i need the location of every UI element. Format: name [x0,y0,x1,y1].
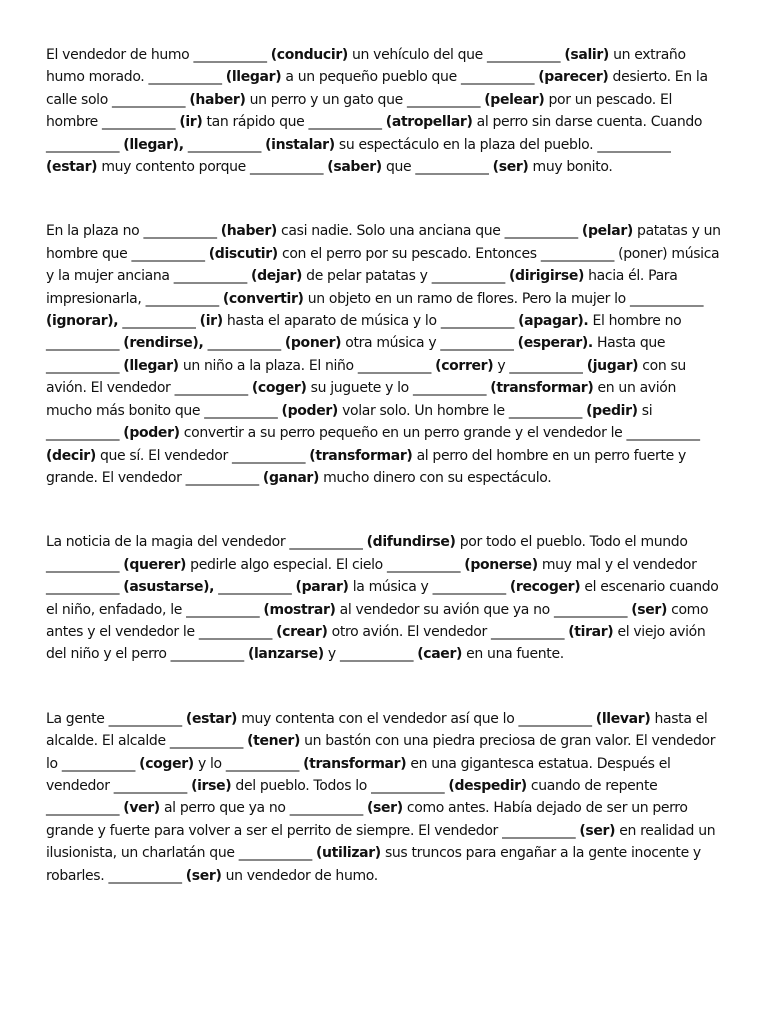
story-text: un vendedor de humo. [225,867,378,884]
verb-hint: (despedir) [448,777,527,794]
story-text: y [327,646,336,663]
verb-hint: (lanzarse) [247,646,324,663]
verb-hint: (instalar) [265,136,335,153]
verb-hint: (salir) [564,47,609,63]
verb-hint: (irse) [191,777,232,794]
story-text: otra música y [345,335,437,352]
story-text: El vendedor de humo [46,47,190,63]
answer-blank[interactable]: ___________ [143,223,217,240]
story-text: del pueblo. Todos lo [235,777,368,794]
answer-blank[interactable]: ___________ [415,159,489,176]
answer-blank[interactable]: ___________ [187,136,261,153]
answer-blank[interactable]: ___________ [490,623,565,640]
story-text: un objeto en un ramo de flores. Pero la mujer lo [307,290,626,307]
verb-hint: (llegar) [225,69,282,86]
answer-blank[interactable]: ___________ [46,579,120,596]
answer-blank[interactable]: ___________ [626,425,700,442]
story-text: cuando de repente [530,777,658,794]
answer-blank[interactable]: ___________ [232,447,306,464]
verb-hint: (haber) [220,223,277,240]
answer-blank[interactable]: ___________ [169,733,243,750]
story-text: al vendedor su avión que ya no [339,601,550,618]
verb-hint: (caer) [417,646,463,663]
story-text: y lo [197,755,222,772]
answer-blank[interactable]: ___________ [518,710,592,727]
verb-hint: (transformar) [303,755,407,772]
paragraph-4 [46,708,724,887]
answer-blank[interactable]: ___________ [113,777,187,794]
answer-blank[interactable]: ___________ [46,425,120,442]
verb-hint: (haber) [189,91,246,108]
verb-hint: (conducir) [270,47,348,63]
story-text: al perro que ya no [163,800,286,817]
story-text: un extraño humo morado. [46,47,686,86]
verb-hint: (ser) [631,601,667,618]
story-text: casi nadie. Solo una anciana que [281,223,501,240]
verb-hint: (pedir) [586,402,638,419]
answer-blank[interactable]: ___________ [238,845,312,862]
verb-hint: (coger) [251,380,307,397]
story-text: que [385,159,412,176]
verb-hint: (llegar) [123,357,179,374]
story-text: La gente [46,710,105,727]
verb-hint: (saber) [327,159,382,176]
story-text: otro avión. El vendedor [331,623,487,640]
story-text: sus truncos para engañar a la gente inocente y robarles. [46,845,701,884]
story-text: tan rápido que [206,114,305,131]
answer-blank[interactable]: ___________ [108,710,182,727]
answer-blank[interactable]: ___________ [357,357,432,374]
answer-blank[interactable]: ___________ [185,469,259,486]
story-text: su espectáculo en la plaza del pueblo. [338,136,594,153]
verb-hint: (jugar) [586,357,639,374]
story-text: un bastón con una piedra preciosa de gran valor. El vendedor lo [46,733,716,772]
story-text: y [497,357,506,374]
verb-hint: (atropellar) [385,114,473,131]
verb-hint: (estar) [185,710,238,727]
story-text: su juguete y lo [310,380,409,397]
story-text: como antes y el vendedor le [46,601,709,640]
verb-hint: (decir) [46,447,96,464]
story-text: en una gigantesca estatua. Después el vendedor [46,755,671,794]
verb-hint: (ganar) [262,469,320,486]
story-text: un vehículo del que [352,47,483,63]
story-text: el viejo avión del niño y el perro [46,623,706,663]
verb-hint: (apagar). [518,313,589,330]
verb-hint: (parar) [295,579,349,596]
verb-hint: (tirar) [568,623,614,640]
answer-blank[interactable]: ___________ [145,290,219,307]
story-text: muy mal y el vendedor [541,556,697,573]
story-text: en un avión mucho más bonito que [46,380,677,419]
answer-blank[interactable]: ___________ [46,556,120,573]
answer-blank[interactable]: ___________ [61,755,136,772]
story-text: desierto. En la calle solo [46,69,708,108]
answer-blank[interactable]: ___________ [204,402,278,419]
verb-hint: (ser) [492,159,529,176]
verb-hint: (discutir) [208,245,278,262]
verb-hint: (parecer) [538,69,609,86]
answer-blank[interactable]: ___________ [46,800,120,817]
story-text: muy bonito. [532,159,613,176]
answer-blank[interactable]: ___________ [198,623,272,640]
story-text: convertir a su perro pequeño en un perro grande y el vendedor le [183,425,623,442]
story-text: patatas y un hombre que [46,223,721,262]
verb-hint: (tener) [247,733,300,750]
verb-hint: (pelar) [581,223,633,240]
story-text: un perro y un gato que [249,91,403,108]
story-text: volar solo. Un hombre le [342,402,505,419]
answer-blank[interactable]: ___________ [597,136,671,153]
answer-blank[interactable]: ___________ [102,114,176,131]
verb-hint: (ignorar), [46,313,119,330]
story-text: un niño a la plaza. El niño [182,357,354,374]
story-text: muy contenta con el vendedor así que lo [241,710,515,727]
answer-blank[interactable]: ___________ [108,867,182,884]
story-text: hasta el aparato de música y lo [226,313,437,330]
answer-blank[interactable]: ___________ [553,601,628,618]
verb-hint: (llevar) [595,710,651,727]
answer-blank[interactable]: ___________ [193,47,267,63]
verb-hint: (convertir) [222,290,304,307]
answer-blank[interactable]: ___________ [487,47,561,63]
answer-blank[interactable]: ___________ [46,136,120,153]
verb-hint: (ponerse) [464,556,538,573]
story-text: en una fuente. [466,646,564,663]
answer-blank[interactable]: ___________ [225,755,299,772]
story-text: muy contento porque [101,159,246,176]
verb-hint: (dirigirse) [509,268,585,285]
story-text: En la plaza no [46,223,140,240]
verb-hint: (ser) [579,822,616,839]
verb-hint: (transformar) [490,380,594,397]
answer-blank[interactable]: ___________ [432,579,506,596]
answer-blank[interactable]: ___________ [630,290,704,307]
verb-hint: (esperar). [517,335,593,352]
verb-hint: (mostrar) [263,601,336,618]
story-text: al perro sin darse cuenta. Cuando [476,114,703,131]
answer-blank[interactable]: ___________ [112,91,186,108]
story-text: si [641,402,653,419]
paragraph-3 [46,531,724,665]
verb-hint: (ver) [123,800,160,817]
verb-hint: (poner) [618,245,668,262]
answer-blank[interactable]: ___________ [186,601,260,618]
verb-hint: (recoger) [509,579,581,596]
answer-blank[interactable]: ___________ [289,800,363,817]
story-text: por un pescado. El hombre [46,91,672,131]
story-text: el escenario cuando el niño, enfadado, le [46,579,719,618]
story-text: por todo el pueblo. Todo el mundo [459,534,688,551]
answer-blank[interactable]: ___________ [207,335,281,352]
answer-blank[interactable]: ___________ [46,357,120,374]
story-text: en realidad un ilusionista, un charlatán que [46,822,716,862]
story-text: con el perro por su pescado. Entonces [281,245,537,262]
story-text: de pelar patatas y [306,268,428,285]
answer-blank[interactable]: ___________ [508,402,582,419]
verb-hint: (estar) [46,159,98,176]
answer-blank[interactable]: ___________ [431,268,505,285]
verb-hint: (poner) [284,335,342,352]
answer-blank[interactable]: ___________ [170,646,244,663]
story-text: hasta el alcalde. El alcalde [46,710,708,750]
verb-hint: (ser) [185,867,222,884]
answer-blank[interactable]: ___________ [509,357,583,374]
verb-hint: (dejar) [251,268,303,285]
answer-blank[interactable]: ___________ [371,777,445,794]
answer-blank[interactable]: ___________ [173,268,247,285]
answer-blank[interactable]: ___________ [131,245,205,262]
answer-blank[interactable]: ___________ [174,380,248,397]
answer-blank[interactable]: ___________ [339,646,414,663]
answer-blank[interactable]: ___________ [122,313,196,330]
answer-blank[interactable]: ___________ [504,223,578,240]
paragraph-2 [46,220,724,489]
story-text: a un pequeño pueblo que [285,69,457,86]
verb-hint: (ir) [199,313,223,330]
answer-blank[interactable]: ___________ [406,91,481,108]
story-text: como antes. Había dejado de ser un perro grande y fuerte para volver a ser el perrito de siempre. El vendedor [46,800,688,839]
verb-hint: (coger) [139,755,194,772]
answer-blank[interactable]: ___________ [540,245,615,262]
verb-hint: (ser) [367,800,403,817]
story-text: la música y [352,579,429,596]
story-text: música y la mujer anciana [46,245,720,285]
answer-blank[interactable]: ___________ [440,335,514,352]
paragraph-1 [46,44,724,178]
answer-blank[interactable]: ___________ [413,380,487,397]
answer-blank[interactable]: ___________ [387,556,461,573]
verb-hint: (transformar) [309,447,413,464]
answer-blank[interactable]: ___________ [250,159,324,176]
story-text: al perro del hombre en un perro fuerte y grande. El vendedor [46,447,686,486]
verb-hint: (querer) [123,556,187,573]
verb-hint: (llegar), [123,136,184,153]
verb-hint: (poder) [281,402,338,419]
verb-hint: (difundirse) [366,534,456,551]
answer-blank[interactable]: ___________ [460,69,535,86]
verb-hint: (utilizar) [316,845,381,862]
story-text: que sí. El vendedor [99,447,228,464]
story-text: con su avión. El vendedor [46,357,686,397]
answer-blank[interactable]: ___________ [502,822,576,839]
story-text: La noticia de la magia del vendedor [46,534,286,551]
answer-blank[interactable]: ___________ [440,313,514,330]
verb-hint: (crear) [276,623,328,640]
verb-hint: (correr) [435,357,494,374]
story-text: Hasta que [597,335,666,352]
answer-blank[interactable]: ___________ [148,69,222,86]
answer-blank[interactable]: ___________ [289,534,363,551]
story-text: mucho dinero con su espectáculo. [323,469,552,486]
story-text: hacia él. Para impresionarla, [46,268,678,307]
answer-blank[interactable]: ___________ [308,114,382,131]
answer-blank[interactable]: ___________ [218,579,292,596]
verb-hint: (pelear) [484,91,545,108]
verb-hint: (poder) [123,425,180,442]
answer-blank[interactable]: ___________ [46,335,120,352]
verb-hint: (ir) [179,114,203,131]
verb-hint: (asustarse), [123,579,215,596]
verb-hint: (rendirse), [123,335,204,352]
story-text: El hombre no [592,313,682,330]
story-text: pedirle algo especial. El cielo [190,556,383,573]
